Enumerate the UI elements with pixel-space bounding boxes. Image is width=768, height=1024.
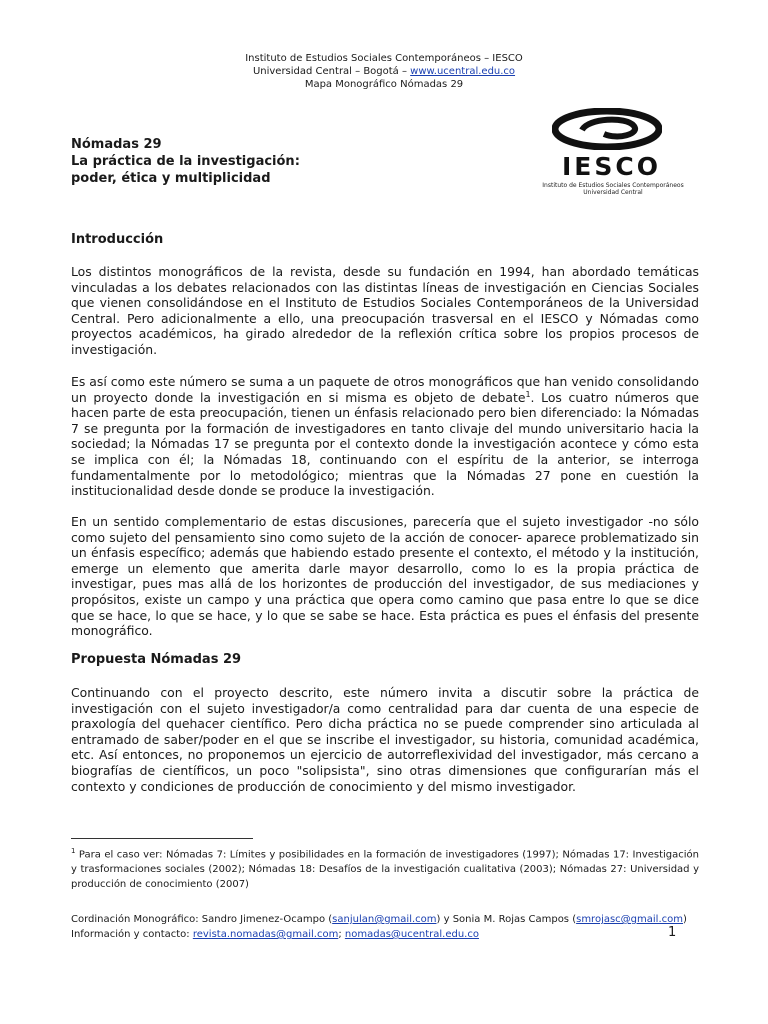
email-link-sonia[interactable]: smrojasc@gmail.com bbox=[576, 914, 683, 925]
iesco-swirl-icon bbox=[552, 108, 662, 150]
footer-coord-mid: ) y Sonia M. Rojas Campos ( bbox=[436, 914, 577, 925]
footer-separator: ; bbox=[338, 929, 345, 940]
header-university bbox=[0, 65, 768, 78]
intro-heading: Introducción bbox=[71, 232, 164, 247]
footer-info-prefix: Información y contacto: bbox=[71, 929, 193, 940]
logo-wordmark: IESCO bbox=[562, 152, 661, 181]
header-institute: Instituto de Estudios Sociales Contemporáneos – IESCO bbox=[245, 53, 523, 64]
footnote-text: Para el caso ver: Nómadas 7: Límites y posibilidades en la formación de investigadores (1997); Nómadas 17: Investigación y trasformaciones sociales (2002); Nómadas 18: Desafíos de la investigación cualitativa (2003); Nómadas 27: Universidad y producción de conocimiento (2007) bbox=[71, 849, 699, 891]
website-link[interactable]: www.ucentral.edu.co bbox=[410, 66, 516, 77]
document-title bbox=[71, 136, 300, 187]
email-link-sandro[interactable]: sanjulan@gmail.com bbox=[332, 914, 437, 925]
intro-paragraph-3: En un sentido complementario de estas discusiones, parecería que el sujeto investigador -no sólo como sujeto del pensamiento sino como sujeto de la acción de conocer- aparece problematizado sin un énfasis específico; además que habiendo estado presente el contexto, el método y la institución, emerge un elemento que amerita darle mayor desarrollo, como lo es la propia práctica de investigar, pues mas allá de los horizontes de producción del investigador, de sus mediaciones y propósitos, existe un campo y una práctica que opera como camino que pasa entre lo que se dice que se hace, lo que se hace, y lo que se sabe se hace. Esta práctica es pues el énfasis del presente monográfico. bbox=[71, 514, 699, 639]
email-link-revista[interactable]: revista.nomadas@gmail.com bbox=[192, 929, 339, 940]
footnote-ref: 1 bbox=[525, 389, 531, 399]
footer-coord-suffix: ) bbox=[683, 914, 687, 925]
title-line-2: La práctica de la investigación: bbox=[71, 154, 300, 169]
document-header bbox=[0, 52, 768, 91]
footnote-divider bbox=[71, 838, 253, 839]
header-map-title: Mapa Monográfico Nómadas 29 bbox=[304, 79, 464, 90]
footnote bbox=[71, 844, 699, 892]
page-number: 1 bbox=[668, 925, 677, 940]
intro-paragraph-1: Los distintos monográficos de la revista, desde su fundación en 1994, han abordado temáticas vinculadas a los debates relacionados con las distintas líneas de investigación en Ciencias Sociales que vienen consolidándose en el Instituto de Estudios Sociales Contemporáneos de la Universidad Central. Pero adicionalmente a ello, una preocupación trasversal en el IESCO y Nómadas como proyectos académicos, ha girado alrededor de la reflexión crítica sobre los propios procesos de investigación. bbox=[71, 264, 699, 357]
intro-p2-part1: Es así como este número se suma a un paquete de otros monográficos que han venido consolidando un proyecto donde la investigación en si misma es objeto de debate bbox=[71, 374, 699, 405]
email-link-nomadas[interactable]: nomadas@ucentral.edu.co bbox=[344, 929, 479, 940]
logo-subtitle bbox=[538, 182, 688, 196]
document-footer bbox=[71, 912, 701, 942]
footnote-number: 1 bbox=[71, 847, 76, 855]
title-line-3: poder, ética y multiplicidad bbox=[71, 171, 271, 186]
intro-p2-part2: . Los cuatro números que hacen parte de esta preocupación, tienen un énfasis relacionado pero bien diferenciado: la Nómadas 7 se pregunta por la formación de investigadores en tanto clivaje del mundo universitario hacia la sociedad; la Nómadas 17 se pregunta por el contexto donde la investigación acontece y cómo esta se implica con él; la Nómadas 18, continuando con el espíritu de la anterior, se interroga fundamentalmente por lo metodológico; mientras que la Nómadas 27 pone en cuestión la institucionalidad desde donde se produce la investigación. bbox=[71, 389, 699, 499]
iesco-logo bbox=[538, 108, 688, 198]
footer-coordination bbox=[71, 912, 701, 927]
header-university-text: Universidad Central – Bogotá – bbox=[252, 66, 411, 77]
title-issue: Nómadas 29 bbox=[71, 137, 162, 152]
propuesta-paragraph-1: Continuando con el proyecto descrito, este número invita a discutir sobre la práctica de investigación con el sujeto investigador/a como centralidad para dar cuenta de una especie de praxología del quehacer científico. Pero dicha práctica no se puede comprender sino articulada al entramado de saber/poder en el que se inscribe el investigador, su historia, comunidad académica, etc. Así entonces, no proponemos un ejercicio de autorreflexividad del investigador, más cercano a biografías de científicos, un poco "solipsista", sino otras dimensiones que configurarían más el contexto y condiciones de producción de conocimiento y del mismo investigador. bbox=[71, 685, 699, 794]
propuesta-heading: Propuesta Nómadas 29 bbox=[71, 652, 242, 667]
footer-contact bbox=[71, 927, 701, 942]
logo-subtitle-line2: Universidad Central bbox=[583, 189, 643, 196]
footer-coord-prefix: Cordinación Monográfico: Sandro Jimenez-Ocampo ( bbox=[71, 914, 333, 925]
intro-paragraph-2 bbox=[71, 374, 699, 499]
logo-subtitle-line1: Instituto de Estudios Sociales Contemporáneos bbox=[542, 182, 684, 189]
